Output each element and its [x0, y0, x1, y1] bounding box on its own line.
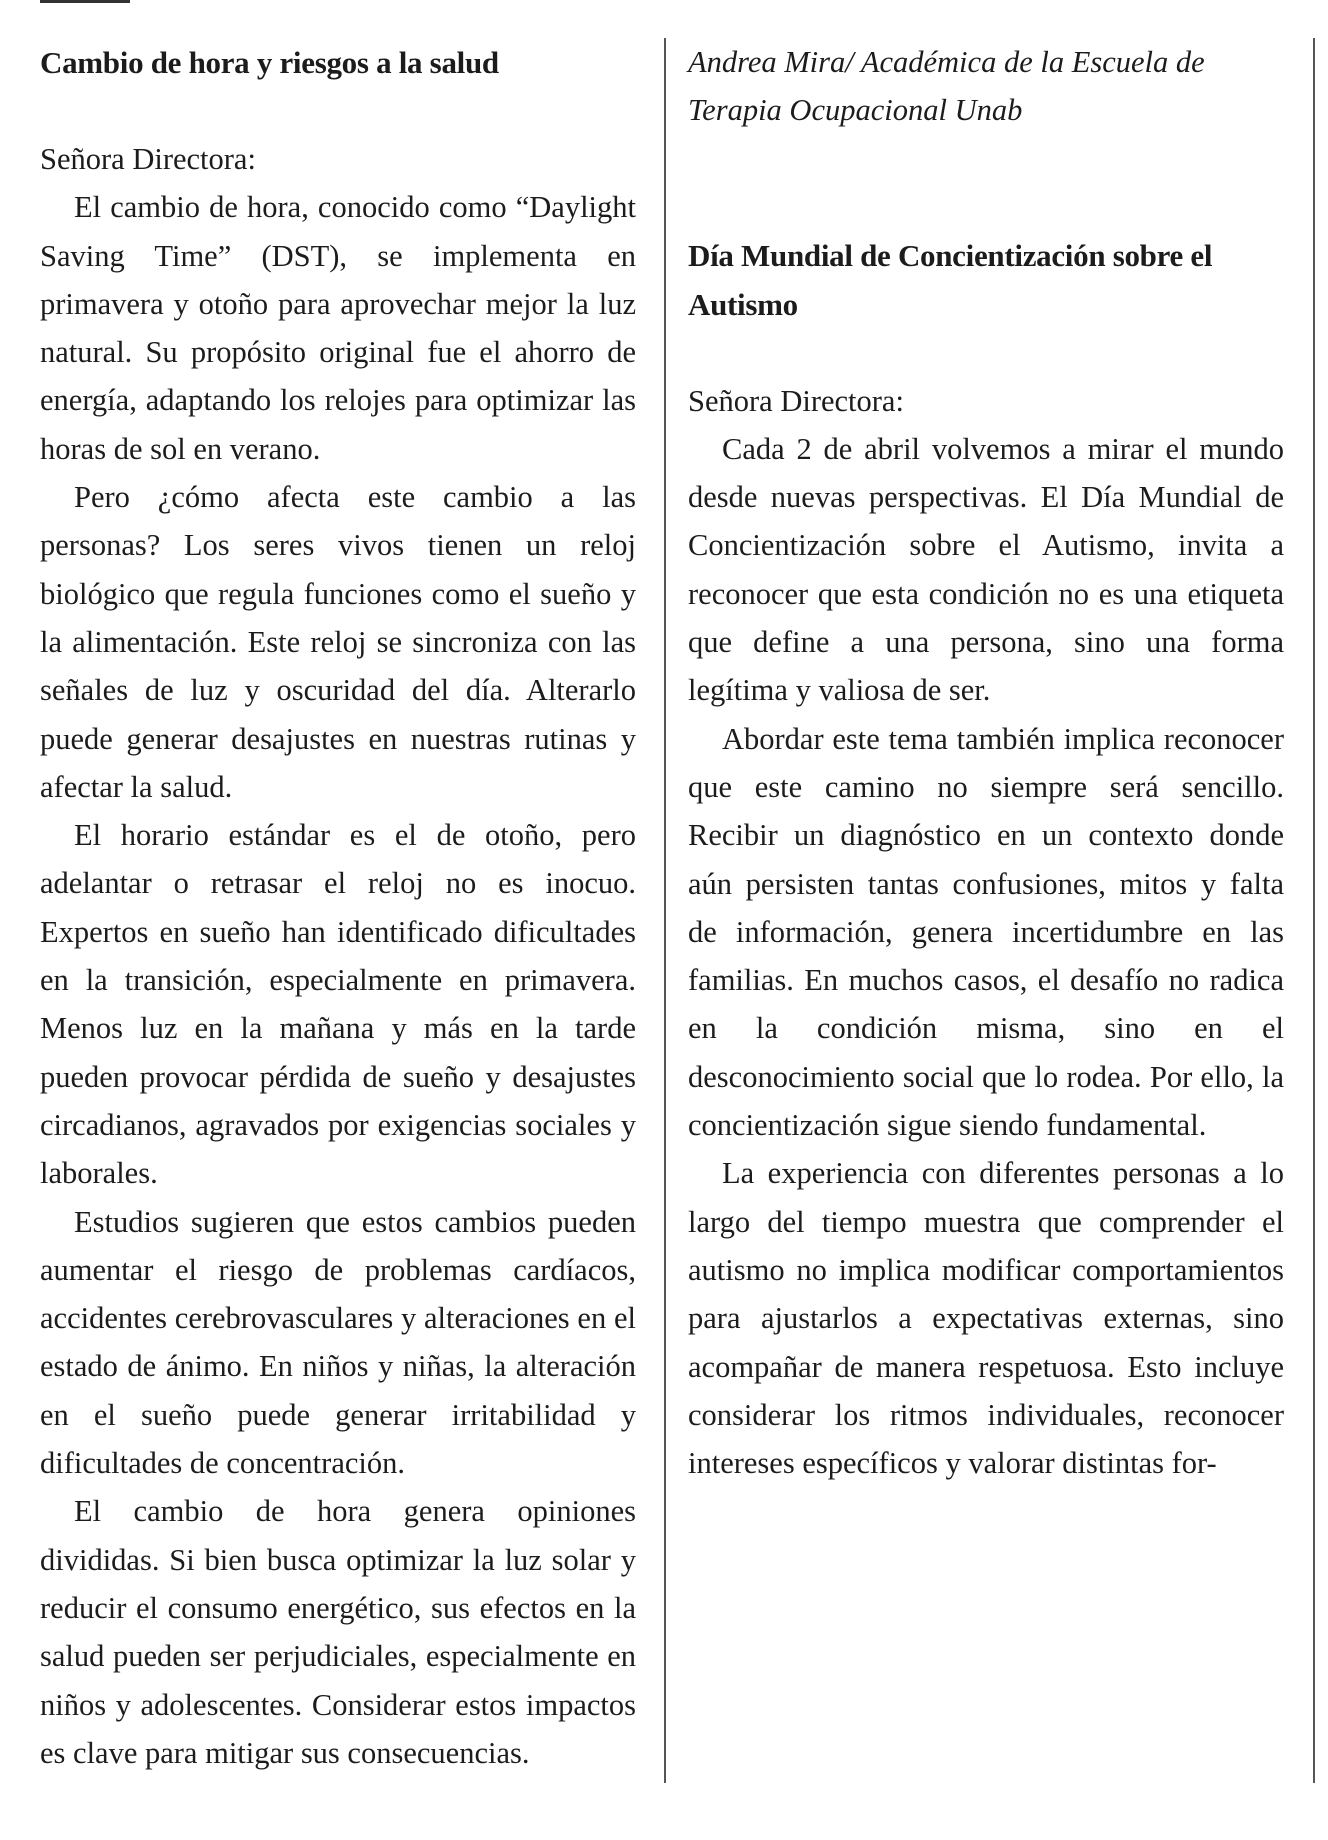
letter-1-paragraph-2: Pero ¿cómo afecta este cambio a las personas? Los seres vivos tienen un reloj biológico que regula funciones como el sueño y la alimentación. Este reloj se sincroniza con las señales de luz y oscuridad del día. Alterarlo puede generar desajustes en nuestras rutinas y afectar la salud.: [40, 480, 636, 804]
column-divider: [664, 38, 666, 1783]
letter-1-paragraph-3: El horario estándar es el de otoño, pero adelantar o retrasar el reloj no es inocuo. Expertos en sueño han identificado dificultades en la transición, especialmente en primavera. Menos luz en la mañana y más en la tarde pueden provocar pérdida de sueño y desajustes circadianos, agravados por exigencias sociales y laborales.: [40, 818, 636, 1191]
top-rule: [40, 0, 130, 3]
letter-1-paragraph-4: Estudios sugieren que estos cambios pueden aumentar el riesgo de problemas cardíacos, accidentes cerebrovasculares y alteraciones en el estado de ánimo. En niños y niñas, la alteración en el sueño puede generar irritabilidad y dificultades de concentración.: [40, 1204, 636, 1481]
right-column: [688, 38, 1284, 1487]
right-border-rule: [1313, 38, 1315, 1783]
letter-2-paragraph-2: Abordar este tema también implica reconocer que este camino no siempre será sencillo. Recibir un diagnóstico en un contexto donde aún persisten tantas confusiones, mitos y falta de información, genera incertidumbre en las familias. En muchos casos, el desafío no radica en la condición misma, sino en el desconocimiento social que lo rodea. Por ello, la concientización sigue siendo fundamental.: [688, 721, 1284, 1143]
letter-1-paragraph-5: El cambio de hora genera opiniones divididas. Si bien busca optimizar la luz solar y reducir el consumo energético, sus efectos en la salud pueden ser perjudiciales, especialmente en niños y adolescentes. Considerar estos impactos es clave para mitigar sus consecuencias.: [40, 1494, 636, 1770]
letter-1-signature: Andrea Mira/ Académica de la Escuela de Terapia Ocupacional Unab: [688, 45, 1205, 128]
letter-2-salutation: Señora Directora:: [688, 383, 904, 418]
letter-1-salutation: Señora Directora:: [40, 142, 256, 176]
letter-1-title: Cambio de hora y riesgos a la salud: [40, 45, 499, 80]
letter-1-paragraph-1: El cambio de hora, conocido como “Daylight Saving Time” (DST), se implementa en primavera y otoño para aprovechar mejor la luz natural. Su propósito original fue el ahorro de energía, adaptando los relojes para optimizar las horas de sol en verano.: [40, 190, 636, 466]
letter-2-title: Día Mundial de Concientización sobre el Autismo: [688, 237, 1213, 322]
letter-2-paragraph-1: Cada 2 de abril volvemos a mirar el mundo desde nuevas perspectivas. El Día Mundial de Concientización sobre el Autismo, invita a reconocer que esta condición no es una etiqueta que define a una persona, sino una forma legítima y valiosa de ser.: [688, 431, 1284, 708]
letter-2-paragraph-3: La experiencia con diferentes personas a lo largo del tiempo muestra que comprender el autismo no implica modificar comportamientos para ajustarlos a expectativas externas, sino acompañar de manera respetuosa. Esto incluye considerar los ritmos individuales, reconocer intereses específicos y valorar distintas for-: [688, 1156, 1284, 1481]
left-column: [40, 38, 636, 1777]
